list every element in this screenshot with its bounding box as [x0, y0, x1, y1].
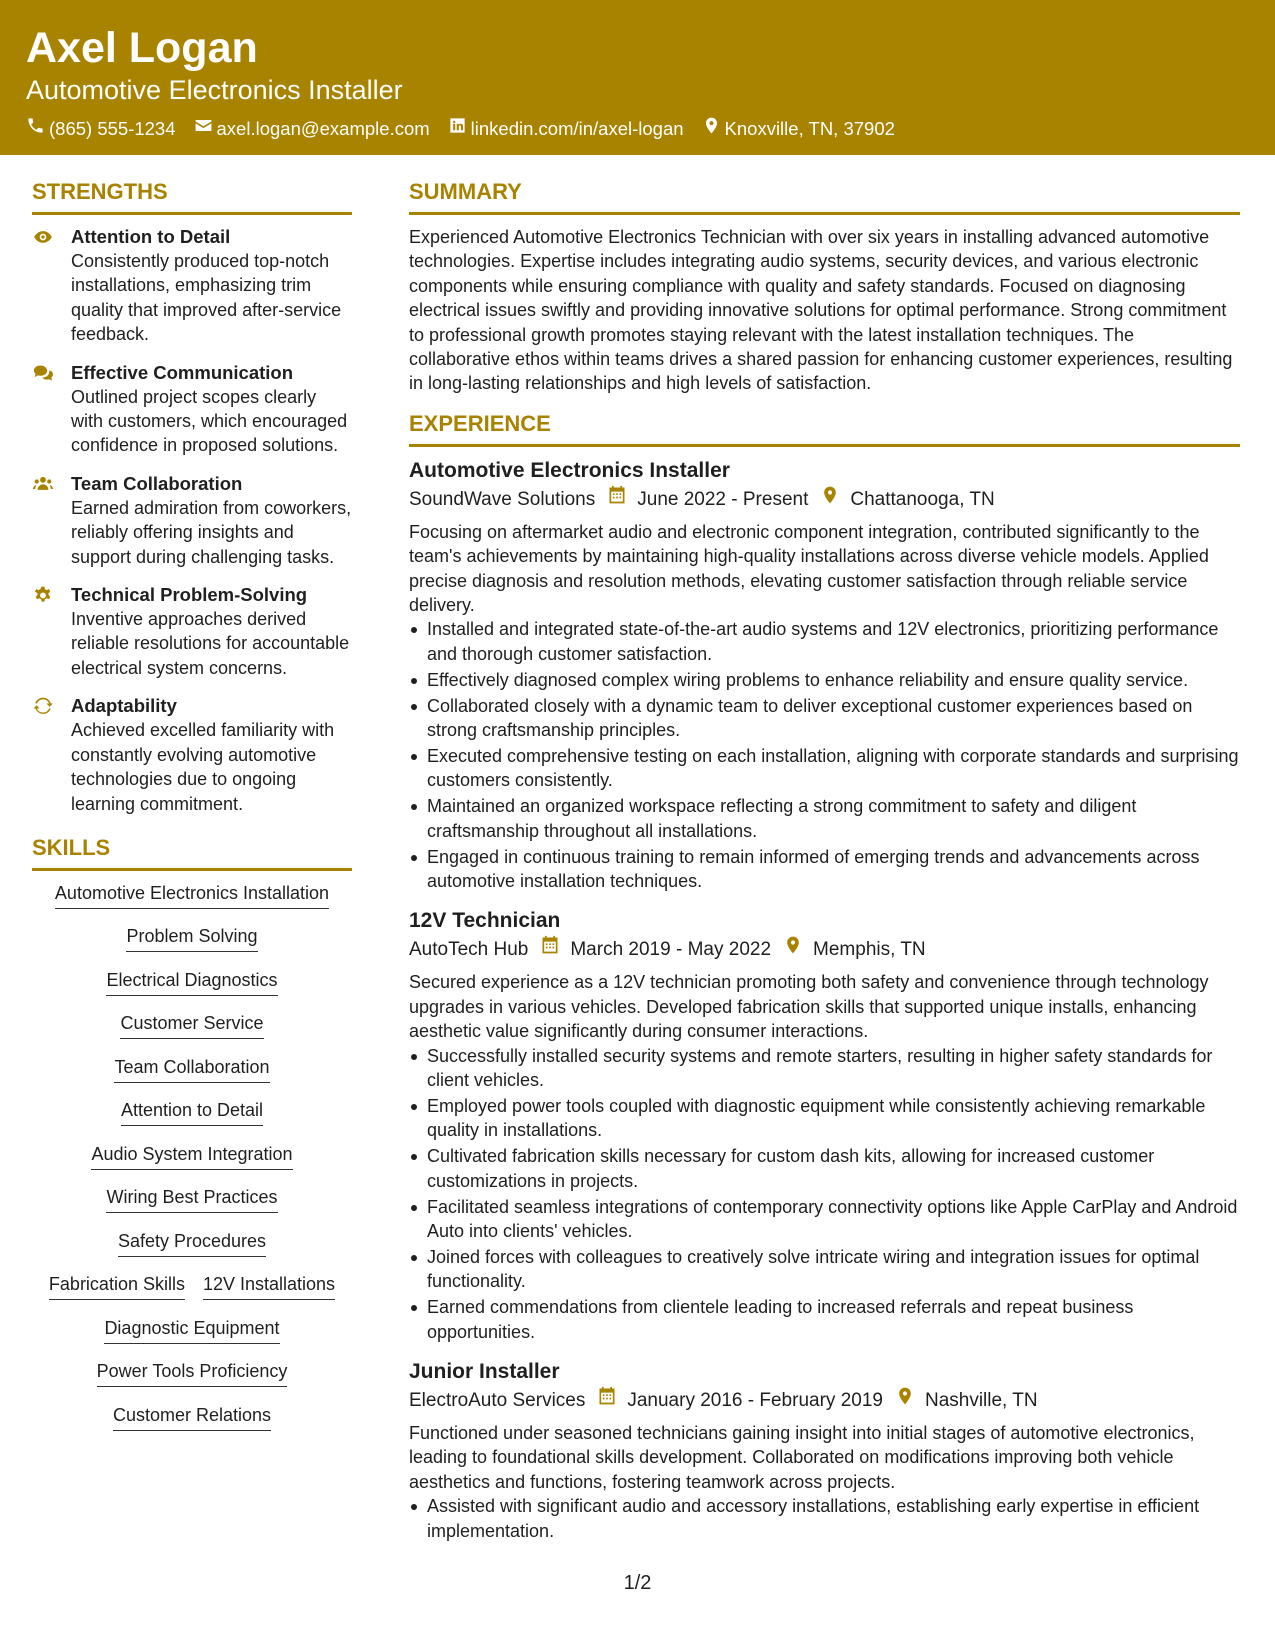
header: [0, 0, 1275, 155]
contact-linkedin[interactable]: [448, 116, 684, 141]
job-meta: [409, 1386, 1240, 1416]
strength-item: [32, 472, 352, 569]
calendar-icon: [597, 1386, 627, 1416]
calendar-icon: [540, 935, 570, 965]
job-location: Chattanooga, TN: [850, 488, 995, 510]
job-description: Focusing on aftermarket audio and electronic component integration, contributed significantly to the team's achievements by maintaining high-quality installations across diverse vehicle models. Applied precise diagnosis and resolution methods, elevating customer satisfaction through reliable service delivery.: [409, 521, 1209, 616]
strength-name: Effective Communication: [71, 361, 294, 383]
strength-name: Team Collaboration: [71, 472, 243, 494]
job-meta: [409, 935, 1240, 965]
job-bullets: [409, 617, 1240, 893]
job-bullet: Earned commendations from clientele leading to increased referrals and repeat business opportunities.: [409, 1295, 1240, 1344]
job-title: 12V Technician: [409, 909, 561, 933]
strength-name: Technical Problem-Solving: [71, 584, 308, 606]
strength-description: Consistently produced top-notch installations, emphasizing trim quality that improved after-service feedback.: [71, 251, 342, 345]
job-entry: [409, 1358, 1240, 1543]
strength-name: Attention to Detail: [71, 226, 231, 247]
strength-item: [32, 694, 352, 816]
strength-name: Adaptability: [71, 695, 177, 717]
job-description: Functioned under seasoned technicians gaining insight into initial stages of automotive electronics, leading to foundational skills development. Collaborated on modifications improving both vehicle aesthetics and functions, fostering teamwork across projects.: [409, 1423, 1195, 1492]
users-icon: [32, 474, 54, 494]
strength-item: [32, 361, 352, 458]
job-bullet: Assisted with significant audio and accessory installations, establishing early expertise in efficient implementation.: [409, 1494, 1240, 1543]
job-company: SoundWave Solutions: [409, 488, 596, 510]
job-bullet: Executed comprehensive testing on each installation, aligning with corporate standards and surprising customers consistently.: [409, 744, 1240, 793]
skill-tag: Safety Procedures: [118, 1229, 266, 1257]
skill-tag: Customer Service: [120, 1011, 263, 1039]
contact-phone: [26, 116, 176, 141]
strength-description: Outlined project scopes clearly with customers, which encouraged confidence in proposed solutions.: [71, 386, 348, 456]
experience-heading: EXPERIENCE: [409, 410, 1240, 447]
skill-tag: 12V Installations: [203, 1272, 335, 1300]
job-bullet: Facilitated seamless integrations of contemporary connectivity options like Apple CarPlay and Android Auto into clients' vehicles.: [409, 1195, 1240, 1244]
skill-tag: Team Collaboration: [114, 1055, 269, 1083]
linkedin-icon: [448, 116, 471, 141]
job-title: Junior Installer: [409, 1360, 560, 1384]
refresh-icon: [32, 696, 54, 716]
contact-location: [702, 116, 895, 141]
job-entry: [409, 907, 1240, 1344]
location-text: Knoxville, TN, 37902: [724, 117, 895, 139]
job-bullet: Collaborated closely with a dynamic team to deliver exceptional customer experiences based on strong craftsmanship principles.: [409, 694, 1240, 743]
job-bullets: [409, 1494, 1240, 1543]
job-bullet: Effectively diagnosed complex wiring problems to enhance reliability and ensure quality service.: [409, 668, 1240, 692]
strengths-heading: STRENGTHS: [32, 178, 352, 215]
job-title: Automotive Electronics Installer: [409, 458, 730, 482]
strength-description: Earned admiration from coworkers, reliably offering insights and support during challenging tasks.: [71, 497, 352, 567]
page-number: 1/2: [623, 1572, 652, 1594]
contact-email[interactable]: [194, 116, 430, 141]
job-bullet: Successfully installed security systems and remote starters, resulting in higher safety standards for client vehicles.: [409, 1044, 1240, 1093]
contact-bar: [26, 116, 913, 141]
job-dates: June 2022 - Present: [637, 488, 809, 510]
summary-text: Experienced Automotive Electronics Technician with over six years in installing advanced automotive technologies. Expertise includes integrating audio systems, security devices, and various electronic components while ensuring compliance with quality and safety standards. Focused on diagnosing electrical issues swiftly and providing innovative solutions for optimal performance. Strong commitment to professional growth promotes staying relevant with the latest installation techniques. The collaborative ethos within teams drives a shared passion for enhancing customer experiences, resulting in long-lasting relationships and high levels of satisfaction.: [409, 227, 1233, 394]
skill-tag: Automotive Electronics Installation: [55, 881, 329, 909]
skill-tag: Fabrication Skills: [49, 1272, 185, 1300]
envelope-icon: [194, 116, 217, 141]
skill-tag: Power Tools Proficiency: [97, 1359, 288, 1387]
map-pin-icon: [895, 1386, 925, 1416]
skill-tag: Electrical Diagnostics: [106, 968, 277, 996]
strength-description: Achieved excelled familiarity with constantly evolving automotive technologies due to ongoing learning commitment.: [71, 720, 335, 814]
job-dates: January 2016 - February 2019: [627, 1390, 883, 1412]
job-bullet: Installed and integrated state-of-the-art audio systems and 12V electronics, prioritizing performance and thorough customer satisfaction.: [409, 617, 1240, 666]
skill-tag: Audio System Integration: [91, 1142, 292, 1170]
calendar-icon: [607, 485, 637, 515]
linkedin-link[interactable]: linkedin.com/in/axel-logan: [470, 117, 684, 139]
skill-tag: Attention to Detail: [121, 1098, 263, 1126]
strength-item: [32, 225, 352, 347]
job-location: Nashville, TN: [924, 1390, 1038, 1412]
job-entry: [409, 457, 1240, 894]
job-company: ElectroAuto Services: [409, 1390, 586, 1412]
candidate-title: Automotive Electronics Installer: [26, 75, 403, 105]
map-pin-icon: [702, 116, 725, 141]
strength-item: [32, 583, 352, 680]
job-company: AutoTech Hub: [409, 939, 529, 961]
eye-icon: [32, 227, 54, 247]
job-meta: [409, 485, 1240, 515]
job-bullet: Engaged in continuous training to remain informed of emerging trends and advancements across automotive installation techniques.: [409, 845, 1240, 894]
job-bullet: Employed power tools coupled with diagnostic equipment while consistently achieving remarkable quality in installations.: [409, 1094, 1240, 1143]
comments-icon: [32, 363, 54, 383]
strength-description: Inventive approaches derived reliable resolutions for accountable electrical system concerns.: [71, 609, 350, 678]
phone-text: (865) 555-1234: [49, 117, 176, 139]
phone-icon: [26, 116, 49, 141]
job-bullet: Cultivated fabrication skills necessary for custom dash kits, allowing for increased customer customizations in projects.: [409, 1144, 1240, 1193]
job-bullet: Maintained an organized workspace reflecting a strong commitment to safety and diligent craftsmanship throughout all installations.: [409, 794, 1240, 843]
job-description: Secured experience as a 12V technician promoting both safety and convenience through technology upgrades in various vehicles. Developed fabrication skills that supported unique installs, enhancing aesthetic value significantly during consumer interactions.: [409, 972, 1209, 1042]
sidebar: [32, 178, 352, 1446]
skills-list: [32, 881, 352, 1431]
email-link[interactable]: axel.logan@example.com: [216, 117, 430, 139]
candidate-name: Axel Logan: [26, 24, 258, 72]
skill-tag: Problem Solving: [126, 924, 257, 952]
skill-tag: Diagnostic Equipment: [104, 1316, 279, 1344]
job-bullet: Joined forces with colleagues to creatively solve intricate wiring and integration issues for optimal functionality.: [409, 1245, 1240, 1294]
map-pin-icon: [820, 485, 850, 515]
main-content: [409, 178, 1240, 1557]
skill-tag: Wiring Best Practices: [106, 1185, 277, 1213]
skill-tag: Customer Relations: [113, 1403, 271, 1431]
job-dates: March 2019 - May 2022: [570, 939, 772, 961]
summary-heading: SUMMARY: [409, 178, 1240, 215]
map-pin-icon: [783, 935, 813, 965]
job-location: Memphis, TN: [813, 939, 926, 961]
skills-heading: SKILLS: [32, 834, 352, 871]
gear-icon: [32, 585, 54, 605]
job-bullets: [409, 1044, 1240, 1344]
